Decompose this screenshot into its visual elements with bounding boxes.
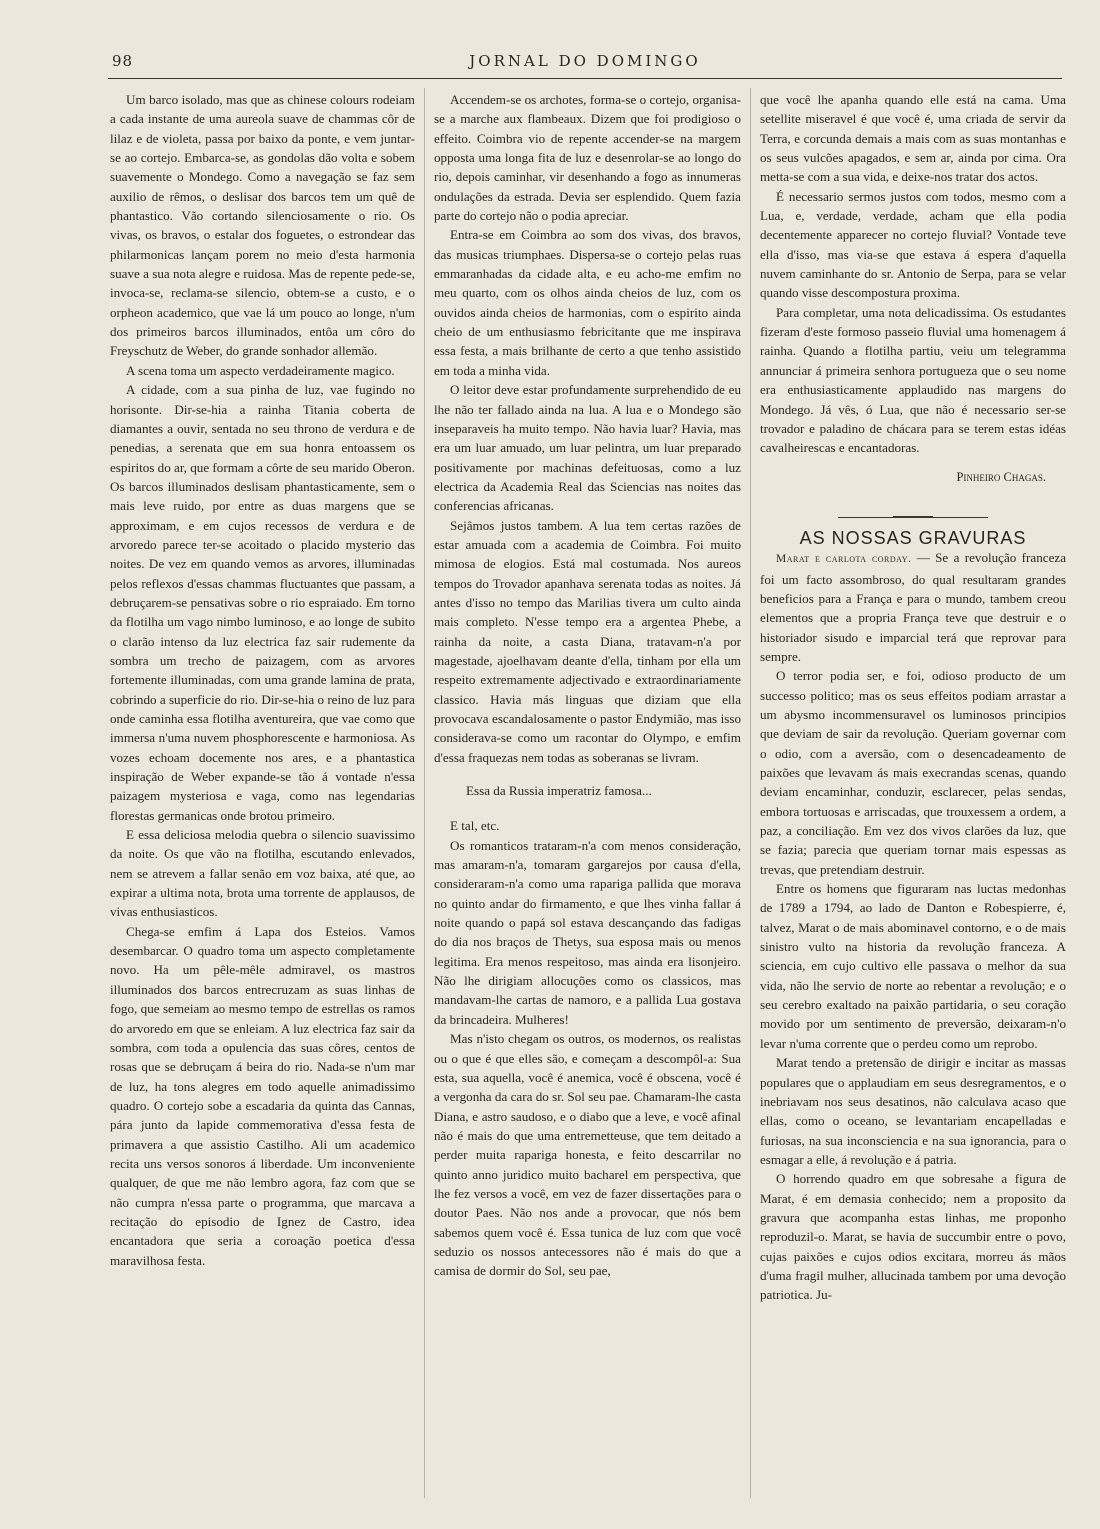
column-1 bbox=[110, 90, 415, 1500]
paragraph-text: — Se a revolução franceza foi um facto assombroso, do qual resultaram grandes beneficios para a França e para o mundo, tambem creou elementos que a propria França teve que destruir e o historiador sisudo e imparcial terá que reprovar para sempre. bbox=[760, 550, 1066, 664]
gravura-heading: Marat e carlota corday. bbox=[776, 553, 912, 566]
paragraph: Mas n'isto chegam os outros, os modernos, os realistas ou o que é que elles são, e começam a descompôl-a: Sua esta, sua aquella, você é anemica, você é obscena, você é a vergonha da cara do sr. Sol seu pae. Chamaram-lhe casta Diana, e astro saudoso, e o diabo que a leve, e você afinal não é mais do que uma entremetteuse, que tem deitado a perder muita rapariga honesta, e feito descarrilar no quinto anno juridico muito bacharel em perspectiva, que lhe fez versos a você, em vez de fazer dissertações para o doutor Paes. Não nos ande a provocar, que nós bem sabemos quem você é. Essa tunica de luz com que você seduzio os nossos antecessores não é mais do que a camisa de dormir do Sol, seu pae, bbox=[434, 1031, 741, 1279]
page-header bbox=[108, 52, 1062, 76]
paragraph: que você lhe apanha quando elle está na cama. Uma setellite miseravel é que você é, uma criada de servir da Terra, e corcunda demais a mais com as suas montanhas e os seus vulcões apagados, e sem ar, ainda por cima. Ora metta-se com a sua vida, e deixe-nos tratar dos actos. bbox=[760, 92, 1066, 185]
paragraph: A cidade, com a sua pinha de luz, vae fugindo no horisonte. Dir-se-hia a rainha Titania coberta de diamantes a ouvir, sentada no seu throno de verdura e de penedias, a serenata que em sua honra entoassem os espiritos do ar, que formam a côrte de seu marido Oberon. Os barcos illuminados deslisam phantasticamente, sem o mais leve ruido, por entre as duas margens que se approximam, e em cujos recessos de verdura e de arvoredo parece ter-se acoitado o placido mysterio das noites. De vez em quando vemos as arvores, illuminadas pelos reflexos d'essas chammas fluctuantes que passam, a debruçarem-se pensativas sobre o rio espraiado. Em torno da flotilha um vago nimbo luminoso, e ao longe de subito o clarão intenso da luz electrica faz sair rudemente da sombra um trecho de paizagem, com as arvores fortemente illuminadas, com uma grande lamina de prata, cobrindo a superficie do rio. Dir-se-hia o reino de luz para onde caminha essa flotilha aventureira, que vae como que immersa n'uma nuvem phosphorescente e harmoniosa. As vozes echoam docemente nos ares, e a phantastica inspiração de Weber expande-se tão á vontade n'essa paizagem mysteriosa e vaga, como nas legendarias florestas germanicas onde brotou primeiro. bbox=[110, 382, 415, 823]
paragraph: Os romanticos trataram-n'a com menos consideração, mas amaram-n'a, tomaram gargarejos por causa d'ella, consideraram-n'a como uma rapariga pallida que morava no quinto andar do firmamento, e que lhes vinha fallar á noite quando o papá sol estava descançando das fadigas do dia nos braços de Thetys, sua esposa mais ou menos legitima. Era menos respeitoso, mas ainda era lisonjeiro. Não lhe dirigiam allocuções como os classicos, mas mandavam-lhe cartas de namoro, e a pallida Lua gostava da brincadeira. Mulheres! bbox=[434, 837, 741, 1027]
paragraph: E essa deliciosa melodia quebra o silencio suavissimo da noite. Os que vão na flotilha, escutando enlevados, nem se atrevem a fallar senão em voz baixa, até que, ao expirar a ultima nota, brota uma torrente de applausos, de vivas enthusiasticos. bbox=[110, 827, 415, 920]
paragraph: A scena toma um aspecto verdadeiramente magico. bbox=[126, 362, 395, 378]
paragraph: Entre os homens que figuraram nas luctas medonhas de 1789 a 1794, ao lado de Danton e Robespierre, é, talvez, Marat o de mais abominavel contorno, e o de mais sinistro vulto na historia da revolução franceza. A sciencia, em cujo cultivo elle passava o melhor da sua vida, não lhe servio de norte ao rebentar a revolução; e o seu cerebro exaltado na paixão partidaria, o seu coração movido por um sentimento de preversão, deixaram-n'o levar n'uma corrente que o perdeu como um reprobo. bbox=[760, 881, 1066, 1051]
author-signature: Pinheiro Chagas. bbox=[956, 469, 1046, 484]
paragraph: É necessario sermos justos com todos, mesmo com a Lua, e, verdade, verdade, acham que ella podia decentemente apparecer no cortejo fluvial? Vontade teve ella d'isso, mas via-se que estava á espera d'aquella nuvem caminhante do sr. Antonio de Serpa, para se velar quando visse descompostura proxima. bbox=[760, 188, 1066, 301]
journal-title: JORNAL DO DOMINGO bbox=[469, 52, 701, 70]
section-separator bbox=[760, 513, 1066, 523]
paragraph bbox=[760, 548, 1066, 666]
paragraph: Para completar, uma nota delicadissima. Os estudantes fizeram d'este formoso passeio fluvial uma homenagem á rainha. Quando a flotilha partiu, veiu um telegramma annunciar á primeira senhora portugueza que o seu nome era enthusiasticamente applaudido nas margens do Mondego. Já vês, ó Lua, que não é necessario ser-se trovador e paladino de chácara para se terem estas idéas cavalheirescas e encantadoras. bbox=[760, 304, 1066, 456]
paragraph: Sejâmos justos tambem. A lua tem certas razões de estar amuada com a academia de Coimbra. Foi muito mimosa de elogios. Está mal costumada. Nos aureos tempos do Trovador apanhava serenata todas as noites. Já antes d'isso no tempo das Marilias tivera um culto ainda mais completo. N'esse tempo era a argentea Phebe, a rainha da noite, a casta Diana, tratavam-n'a por magestade, ajoelhavam deante d'ella, tinham por ella um respeito extremamente adjectivado e extraordinariamente classico. Havia más linguas que diziam que ella provocava escandalosamente o pastor Endymião, mas isso considerava-se como um racontar do Olympo, e emfim d'essa fraquezas nem todas as soberanas se livram. bbox=[434, 517, 741, 765]
paragraph: Chega-se emfim á Lapa dos Esteios. Vamos desembarcar. O quadro toma um aspecto completamente novo. Ha um pêle-mêle admiravel, os mastros illuminados dos barcos entrecruzam as suas linhas de fogo, que semeiam ao mesmo tempo de estrellas os ramos do arvoredo em que se enleiam. A luz electrica faz sair da sombra, com toda a opulencia das suas côres, centos de rosas que se debruçam á beira do rio. Nada-se n'um mar de luz, ha tons alegres em todo aquelle animadissimo quadro. O cortejo sobe a escadaria da quinta das Cannas, pára junto da lapide commemorativa d'essa festa de primavera a que assistio Castilho. Ali um academico recita uns versos sonoros á liberdade. Um inconveniente qualquer, de que me não lembro agora, faz com que se não cumpra n'essa parte o programma, que marcava a recitação do episodio de Ignez de Castro, idea encantadora que seria a coroação poetica d'essa maravilhosa festa. bbox=[110, 923, 415, 1268]
column-3 bbox=[760, 90, 1066, 1500]
paragraph: E tal, etc. bbox=[450, 818, 500, 834]
paragraph: O leitor deve estar profundamente surprehendido de eu lhe não ter fallado ainda na lua. A lua e o Mondego são inseparaveis ha muito tempo. Não havia luar? Havia, mas era um luar amuado, um luar pelintra, um luar preparado positivamente por machinas defeituosas, como a luz electrica da Academia Real das Sciencias nas noites das conferencias africanas. bbox=[434, 382, 741, 514]
paragraph: Marat tendo a pretensão de dirigir e incitar as massas populares que o applaudiam em seus desregramentos, e o inebriavam nos seus desatinos, não calculava acaso que ellas, como o oceano, se levantariam encapelladas e furiosas, na sua inconsciencia e na sua ignorancia, para o esmagar a elle, á revolução e á patria. bbox=[760, 1055, 1066, 1167]
paragraph: Entra-se em Coimbra ao som dos vivas, dos bravos, das musicas triumphaes. Dispersa-se o cortejo pelas ruas emmaranhadas da cidade alta, e eu acho-me emfim no meu quarto, com os olhos ainda cheios de luz, com os ouvidos ainda cheios de harmonias, com o espirito ainda cheio de um enthusiasmo febricitante que me inspirava essa festa, a mais brilhante de certo a que tenho assistido em toda a minha vida. bbox=[434, 227, 741, 378]
column-2 bbox=[434, 90, 741, 1500]
column-divider bbox=[750, 88, 751, 1498]
paragraph: O horrendo quadro em que sobresahe a figura de Marat, é em demasia conhecido; nem a proposito da gravura que acompanha estas linhas, me proponho reproduzil-o. Marat, se havia de succumbir entre o povo, cujas paixões e cujos odios excitara, morreu ás mãos d'uma fragil mulher, allucinada tambem por uma devoção patriotica. Ju- bbox=[760, 1171, 1066, 1303]
column-divider bbox=[424, 88, 425, 1498]
paragraph: Accendem-se os archotes, forma-se o cortejo, organisa-se a marche aux flambeaux. Dizem que foi prodigioso o effeito. Coimbra vio de repente accender-se na margem opposta uma longa fita de luz e desenrolar-se ao longo do rio, depois caminhar, vir desenhando a fogo as innumeras ondulações da estrada. Devia ser esplendido. Quem fazia parte do cortejo não o podia apreciar. bbox=[434, 92, 741, 224]
paragraph: O terror podia ser, e foi, odioso producto de um successo politico; mas os seus effeitos podiam arrastar a um abysmo incommensuravel os luminosos principios que deviam de sair da revolução. Queriam governar com o odio, com a aversão, com o desencadeamento de paixões que levavam ás mais execrandas scenas, quando deviam encaminhar, conduzir, esclarecer, pelas sendas, embora tortuosas e arriscadas, que trouxessem a ordem, a paz, a conciliação. Em vez dos vivos clarões da luz, que se fazia; parecia que queriam tornar mais espessas as trevas, que pretendiam destruir. bbox=[760, 668, 1066, 877]
verse-quote: Essa da Russia imperatriz famosa... bbox=[466, 783, 652, 799]
page-number: 98 bbox=[112, 52, 134, 70]
paragraph: Um barco isolado, mas que as chinese colours rodeiam a cada instante de uma aureola suave de chammas côr de lilaz e de violeta, passa por baixo da ponte, e vem juntar-se ao cortejo. Embarca-se, as gondolas dão volta e sobem suavemente o Mondego. Como a navegação se faz sem auxilio de rêmos, o deslisar dos barcos tem um quê de phantastico. Vão cortando silenciosamente o rio. Os vivas, os bravos, o estalar dos foguetes, o estrondear das philarmonicas lançam porem no meio d'esta harmonia suave a sua nota alegre e ruidosa. Mas de repente pede-se, invoca-se, reclama-se silencio, obtem-se a custo, e o orpheon academico, que vae lá um pouco ao longe, n'um dos primeiros barcos illuminados, entôa um côro do Freyschutz de Weber, do grande sonhador allemão. bbox=[110, 92, 415, 359]
section-title: AS NOSSAS GRAVURAS bbox=[799, 527, 1027, 548]
header-rule bbox=[108, 78, 1062, 79]
